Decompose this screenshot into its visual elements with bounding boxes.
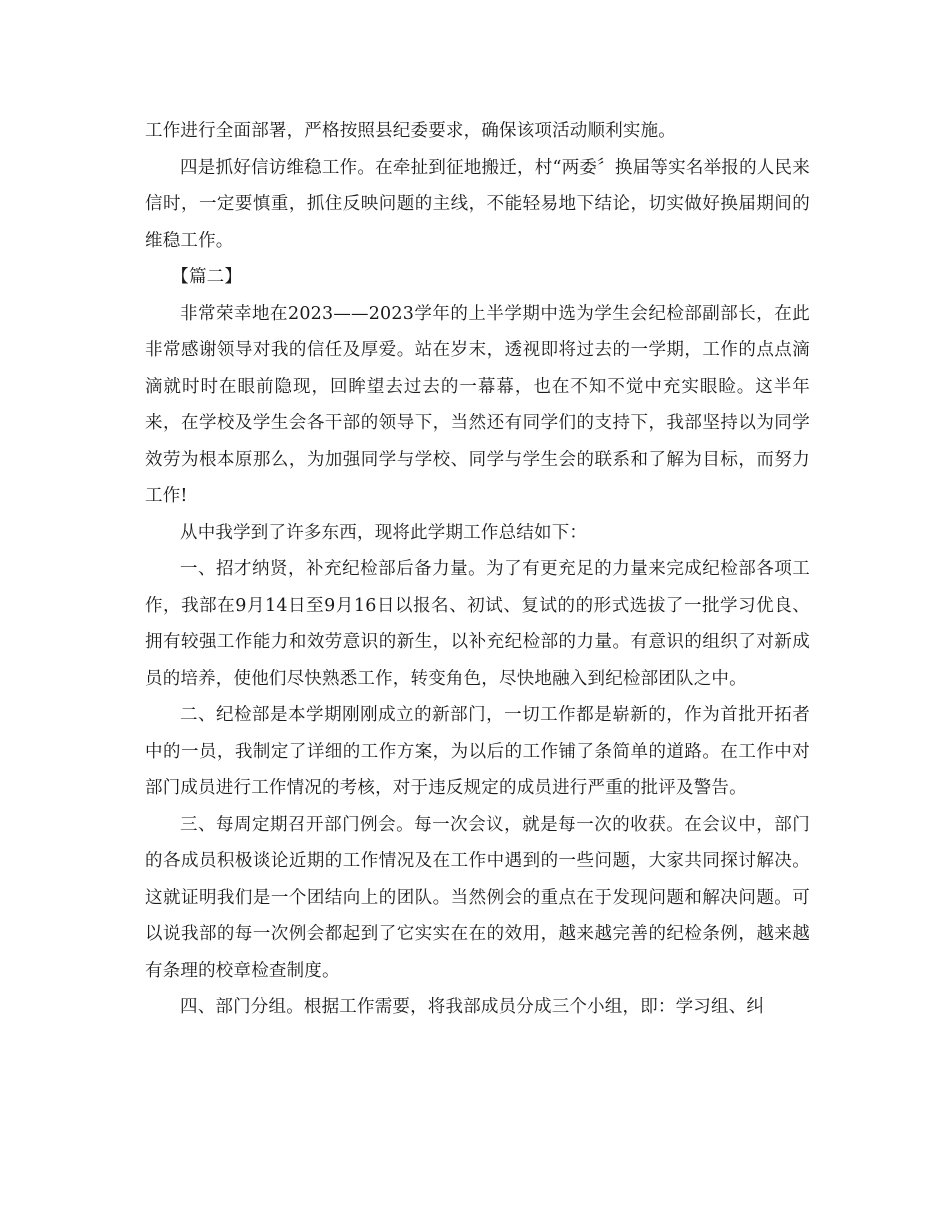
paragraph-petition-stability: 四是抓好信访维稳工作。在牵扯到征地搬迁，村“两委〞换届等实名举报的人民来信时，一定要慎重，抓住反映问题的主线，不能轻易地下结论，切实做好换届期间的维稳工作。 [145,157,810,251]
paragraph-item-two: 二、纪检部是本学期刚刚成立的新部门，一切工作都是崭新的，作为首批开拓者中的一员，我制定了详细的工作方案，为以后的工作铺了条简单的道路。在工作中对部门成员进行工作情况的考核，对于违反规定的成员进行严重的批评及警告。 [145,705,810,798]
paragraph-introduction: 非常荣幸地在2023——2023学年的上半学期中选为学生会纪检部副部长，在此非常感谢领导对我的信任及厚爱。站在岁末，透视即将过去的一学期，工作的点点滴滴就时时在眼前隐现，回眸望去过去的一幕幕，也在不知不觉中充实眼睑。这半年来，在学校及学生会各干部的领导下，当然还有同学们的支持下，我部坚持以为同学效劳为根本原那么，为加强同学与学校、同学与学生会的联系和了解为目标，而努力工作! [145,303,810,506]
document-body [145,113,810,1026]
paragraph-summary-lead: 从中我学到了许多东西，现将此学期工作总结如下： [180,522,588,543]
paragraph-continuation: 工作进行全面部署，严格按照县纪委要求，确保该项活动顺利实施。 [145,121,676,141]
section-heading: 【篇二】 [171,267,243,287]
paragraph-item-one: 一、招才纳贤，补充纪检部后备力量。为了有更充足的力量来完成纪检部各项工作，我部在9月14日至9月16日以报名、初试、复试的的形式选拔了一批学习优良、拥有较强工作能力和效劳意识的新生，以补充纪检部的力量。有意识的组织了对新成员的培养，使他们尽快熟悉工作，转变角色，尽快地融入到纪检部团队之中。 [145,559,810,689]
paragraph-item-three: 三、每周定期召开部门例会。每一次会议，就是每一次的收获。在会议中，部门的各成员积极谈论近期的工作情况及在工作中遇到的一些问题，大家共同探讨解决。这就证明我们是一个团结向上的团队。当然例会的重点在于发现问题和解决问题。可以说我部的每一次例会都起到了它实实在在的效用，越来越完善的纪检条例，越来越有条理的校章检查制度。 [145,814,810,981]
paragraph-item-four: 四、部门分组。根据工作需要，将我部成员分成三个小组，即：学习组、纠 [180,997,765,1017]
